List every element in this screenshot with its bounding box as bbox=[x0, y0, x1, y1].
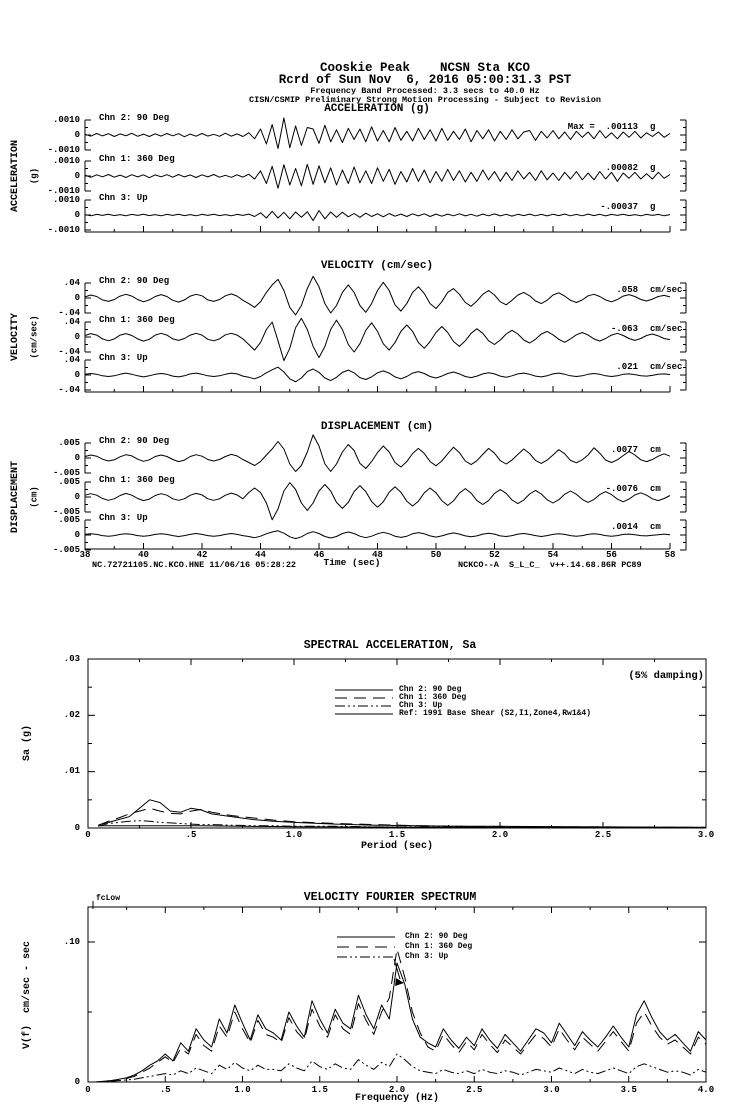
fourier-x-tick-label: 2.0 bbox=[388, 1084, 406, 1095]
footer-processing-id: NCKCO--A S_L_C_ v++.14.68.86R PC89 bbox=[458, 560, 642, 570]
sa-curve-0 bbox=[98, 800, 706, 828]
station-title: Cooskie Peak NCSN Sta KCO bbox=[319, 61, 531, 75]
y-tick-label: .0010 bbox=[52, 194, 80, 205]
damping-note: (5% damping) bbox=[628, 670, 704, 682]
time-tick-label: 54 bbox=[547, 549, 559, 560]
waveform-2-0 bbox=[85, 435, 670, 472]
peak-value: .0077 bbox=[610, 444, 638, 455]
fclow-marker-label: fcLow bbox=[96, 894, 121, 903]
fourier-x-tick-label: 4.0 bbox=[697, 1084, 715, 1095]
y-tick-label: .04 bbox=[63, 316, 80, 327]
sa-x-tick-label: 0 bbox=[85, 829, 91, 840]
acceleration-group-title: ACCELERATION (g) bbox=[324, 103, 430, 115]
channel-label: Chn 3: Up bbox=[99, 352, 148, 363]
time-tick-label: 38 bbox=[79, 549, 91, 560]
waveform-1-0 bbox=[85, 276, 670, 315]
y-tick-label: 0 bbox=[74, 331, 80, 342]
channel-label: Chn 2: 90 Deg bbox=[99, 435, 170, 446]
sa-title: SPECTRAL ACCELERATION, Sa bbox=[303, 639, 477, 652]
y-tick-label: .04 bbox=[63, 277, 80, 288]
sa-curve-2 bbox=[98, 821, 706, 828]
legend-label: Chn 2: 90 Deg bbox=[399, 685, 462, 694]
displacement-axis-label: DISPLACEMENT bbox=[10, 460, 21, 534]
fourier-x-tick-label: 1.5 bbox=[311, 1084, 328, 1095]
channel-label: Chn 2: 90 Deg bbox=[99, 275, 170, 286]
y-tick-label: -.0010 bbox=[47, 144, 80, 155]
y-tick-label: 0 bbox=[74, 529, 80, 540]
velocity-axis-label: VELOCITY bbox=[10, 312, 21, 362]
fourier-frame bbox=[88, 907, 706, 1082]
time-tick-label: 52 bbox=[489, 549, 500, 560]
y-tick-label: -.0010 bbox=[47, 185, 80, 196]
footer-record-id: NC.72721105.NC.KCO.HNE 11/06/16 05:28:22 bbox=[92, 560, 297, 570]
velocity-group-title: VELOCITY (cm/sec) bbox=[320, 260, 434, 272]
y-tick-label: -.005 bbox=[52, 506, 80, 517]
y-tick-label: .005 bbox=[58, 514, 80, 525]
waveform-1-2 bbox=[85, 367, 670, 382]
y-tick-label: -.04 bbox=[58, 307, 80, 318]
peak-unit: cm bbox=[650, 521, 661, 532]
record-datetime: Rcrd of Sun Nov 6, 2016 05:00:31.3 PST bbox=[278, 73, 572, 87]
peak-value: .00082 bbox=[605, 162, 638, 173]
fourier-x-tick-label: 3.0 bbox=[543, 1084, 560, 1095]
fourier-x-tick-label: 2.5 bbox=[466, 1084, 483, 1095]
sa-y-tick-label: 0 bbox=[74, 822, 80, 833]
waveform-2-2 bbox=[85, 531, 670, 539]
processing-note: CISN/CSMIP Preliminary Strong Motion Processing - Subject to Revision bbox=[249, 95, 601, 105]
y-tick-label: .0010 bbox=[52, 155, 80, 166]
channel-label: Chn 2: 90 Deg bbox=[99, 112, 170, 123]
fourier-y-tick-label: 0 bbox=[74, 1076, 80, 1087]
fourier-x-tick-label: 1.0 bbox=[234, 1084, 251, 1095]
sa-x-tick-label: 3.0 bbox=[697, 829, 715, 840]
peak-unit: cm/sec bbox=[650, 361, 683, 372]
time-tick-label: 46 bbox=[313, 549, 325, 560]
sa-x-tick-label: 2.0 bbox=[491, 829, 509, 840]
acceleration-axis-unit: (g) bbox=[29, 167, 40, 185]
y-tick-label: 0 bbox=[74, 170, 80, 181]
waveform-0-1 bbox=[85, 164, 670, 188]
y-tick-label: -.04 bbox=[58, 346, 80, 357]
channel-label: Chn 3: Up bbox=[99, 192, 148, 203]
sa-frame bbox=[88, 659, 706, 828]
sa-x-tick-label: 1.0 bbox=[285, 829, 303, 840]
waveform-1-1 bbox=[85, 314, 670, 360]
legend-label: Chn 3: Up bbox=[405, 952, 449, 961]
time-tick-label: 56 bbox=[606, 549, 617, 560]
y-tick-label: 0 bbox=[74, 452, 80, 463]
y-tick-label: -.005 bbox=[52, 544, 80, 555]
peak-unit: cm/sec bbox=[650, 323, 683, 334]
fourier-x-tick-label: 0 bbox=[85, 1084, 91, 1095]
peak-value: -.063 bbox=[610, 323, 638, 334]
legend-label: Chn 2: 90 Deg bbox=[405, 932, 468, 941]
peak-unit: g bbox=[650, 162, 656, 173]
peak-unit: cm/sec bbox=[650, 284, 683, 295]
y-tick-label: 0 bbox=[74, 292, 80, 303]
peak-value: Max = .00113 bbox=[567, 121, 638, 132]
sa-x-tick-label: 2.5 bbox=[594, 829, 612, 840]
fourier-x-tick-label: 3.5 bbox=[620, 1084, 637, 1095]
y-tick-label: .005 bbox=[58, 437, 80, 448]
sa-curve-1 bbox=[98, 808, 706, 827]
acceleration-axis-label: ACCELERATION bbox=[10, 139, 21, 213]
peak-value: -.00037 bbox=[600, 201, 638, 212]
y-tick-label: 0 bbox=[74, 491, 80, 502]
peak-unit: cm bbox=[650, 444, 661, 455]
legend-label: Chn 1: 360 Deg bbox=[405, 942, 473, 951]
y-tick-label: -.04 bbox=[58, 384, 80, 395]
legend-label: Chn 1: 360 Deg bbox=[399, 693, 467, 702]
time-tick-label: 44 bbox=[255, 549, 266, 560]
sa-x-tick-label: .5 bbox=[185, 829, 197, 840]
peak-unit: g bbox=[650, 121, 656, 132]
time-tick-label: 40 bbox=[138, 549, 149, 560]
y-tick-label: .005 bbox=[58, 476, 80, 487]
fourier-x-tick-label: .5 bbox=[159, 1084, 171, 1095]
waveform-0-2 bbox=[85, 211, 670, 221]
peak-value: .021 bbox=[616, 361, 638, 372]
time-tick-label: 42 bbox=[196, 549, 208, 560]
channel-label: Chn 3: Up bbox=[99, 512, 148, 523]
peak-value: .0014 bbox=[610, 521, 638, 532]
sa-y-tick-label: .03 bbox=[63, 653, 80, 664]
waveform-2-1 bbox=[85, 483, 670, 520]
peak-value: -.0076 bbox=[605, 483, 638, 494]
y-tick-label: .04 bbox=[63, 354, 80, 365]
time-tick-label: 58 bbox=[664, 549, 676, 560]
y-tick-label: -.0010 bbox=[47, 224, 80, 235]
sa-x-tick-label: 1.5 bbox=[388, 829, 406, 840]
legend-label: Chn 3: Up bbox=[399, 701, 443, 710]
channel-label: Chn 1: 360 Deg bbox=[99, 314, 175, 325]
time-tick-label: 50 bbox=[430, 549, 442, 560]
legend-label: Ref: 1991 Base Shear (S2,I1,Zone4,Rw1&4) bbox=[399, 709, 592, 718]
y-tick-label: 0 bbox=[74, 369, 80, 380]
channel-label: Chn 1: 360 Deg bbox=[99, 153, 175, 164]
sa-axis-label: Sa (g) bbox=[22, 724, 33, 762]
fourier-axis-label: V(f) cm/sec - sec bbox=[22, 940, 33, 1050]
y-tick-label: .0010 bbox=[52, 114, 80, 125]
y-tick-label: 0 bbox=[74, 209, 80, 220]
peak-value: .058 bbox=[616, 284, 638, 295]
sa-y-tick-label: .01 bbox=[63, 766, 80, 777]
fourier-y-tick-label: .10 bbox=[63, 936, 80, 947]
y-tick-label: 0 bbox=[74, 129, 80, 140]
time-tick-label: 48 bbox=[372, 549, 383, 560]
channel-label: Chn 1: 360 Deg bbox=[99, 474, 175, 485]
fourier-title: VELOCITY FOURIER SPECTRUM bbox=[303, 891, 477, 904]
peak-unit: cm bbox=[650, 483, 661, 494]
frequency-axis-title: Frequency (Hz) bbox=[354, 1093, 440, 1104]
period-axis-title: Period (sec) bbox=[360, 841, 434, 852]
peak-unit: g bbox=[650, 201, 656, 212]
displacement-axis-unit: (cm) bbox=[29, 486, 40, 508]
time-axis-title: Time (sec) bbox=[323, 557, 381, 568]
y-tick-label: -.005 bbox=[52, 467, 80, 478]
sa-y-tick-label: .02 bbox=[63, 709, 80, 720]
displacement-group-title: DISPLACEMENT (cm) bbox=[320, 421, 434, 433]
frequency-band-note: Frequency Band Processed: 3.3 secs to 40.0 Hz bbox=[310, 86, 540, 96]
velocity-axis-unit: (cm/sec) bbox=[29, 315, 40, 359]
